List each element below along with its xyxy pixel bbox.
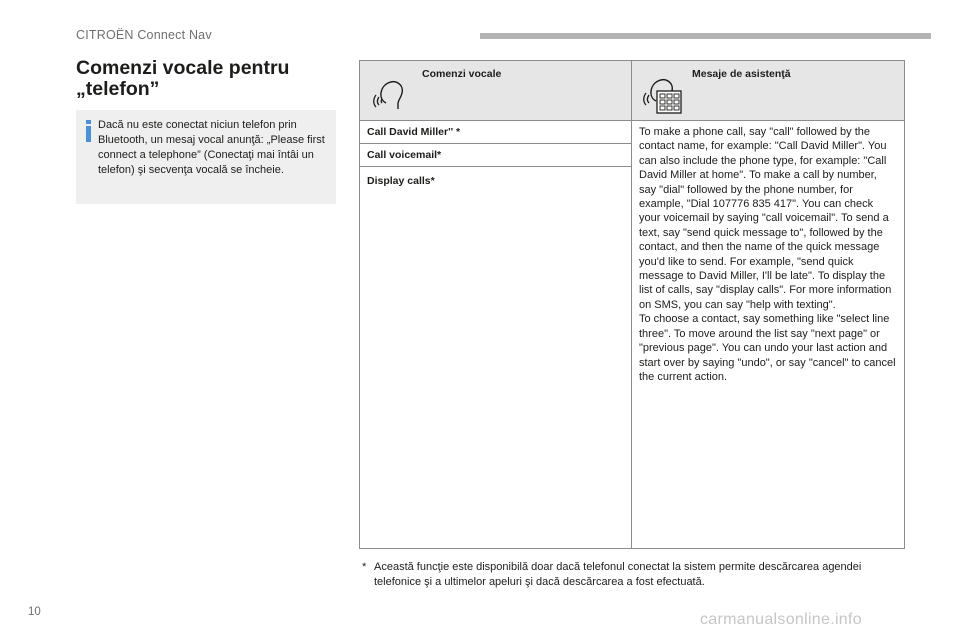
assistance-message-icon: [640, 73, 684, 117]
col1-header-label: Comenzi vocale: [422, 68, 502, 80]
col1-header: [360, 61, 632, 121]
command-cell: Display calls*: [360, 167, 632, 549]
command-cell: Call David Miller'' *: [360, 121, 632, 144]
info-icon: [86, 120, 91, 142]
footnote: [362, 560, 907, 590]
info-box: [76, 110, 336, 204]
assistance-message-text: To make a phone call, say "call" followed by the contact name, for example: "Call David Miller". You can also include the phone type, for example: "Call David Miller at home". To make a call by number, say "dial" followed by the phone number, for example, "Dial 107776 835 417". You can check your voicemail by saying "call voicemail". To send a text, say "send quick message to", followed by the contact, and then the name of the quick message you'd like to send. For example, "send quick message to David Miller, I'll be late". To display the list of calls, say "display calls". For more information on SMS, you can say "help with texting".: [639, 126, 892, 311]
footnote-text: Această funcţie este disponibilă doar dacă telefonul conectat la sistem permite descărcarea agendei telefonice şi a ultimelor apeluri şi dacă descărcarea a fost efectuată.: [374, 561, 862, 588]
assistance-message-text-2: To choose a contact, say something like "select line three". To move around the list say "next page" or "previous page". You can undo your last action and start over by saying "undo", or say "cancel" to cancel the current action.: [639, 313, 896, 383]
assistance-message-cell: [632, 121, 905, 549]
brand-header: CITROËN Connect Nav: [76, 28, 212, 42]
watermark: carmanualsonline.info: [700, 611, 862, 628]
section-title-line1: Comenzi vocale pentru: [76, 57, 290, 79]
voice-commands-table: [359, 60, 905, 549]
section-title: [76, 58, 346, 100]
header-bar: [480, 33, 931, 39]
col2-header: [632, 61, 905, 121]
col2-header-label: Mesaje de asistenţă: [692, 68, 791, 80]
table-row: [360, 121, 905, 144]
info-text: Dacă nu este conectat niciun telefon prin Bluetooth, un mesaj vocal anunţă: „Please first connect a telephone” (Conectaţi mai întâi un telefon) şi secvenţa vocală se încheie.: [98, 119, 325, 176]
table-header-row: [360, 61, 905, 121]
command-cell: Call voicemail*: [360, 144, 632, 167]
section-title-line2: „telefon”: [76, 78, 160, 100]
voice-command-icon: [368, 73, 412, 117]
page-number: 10: [28, 606, 41, 618]
footnote-marker: *: [362, 561, 367, 573]
